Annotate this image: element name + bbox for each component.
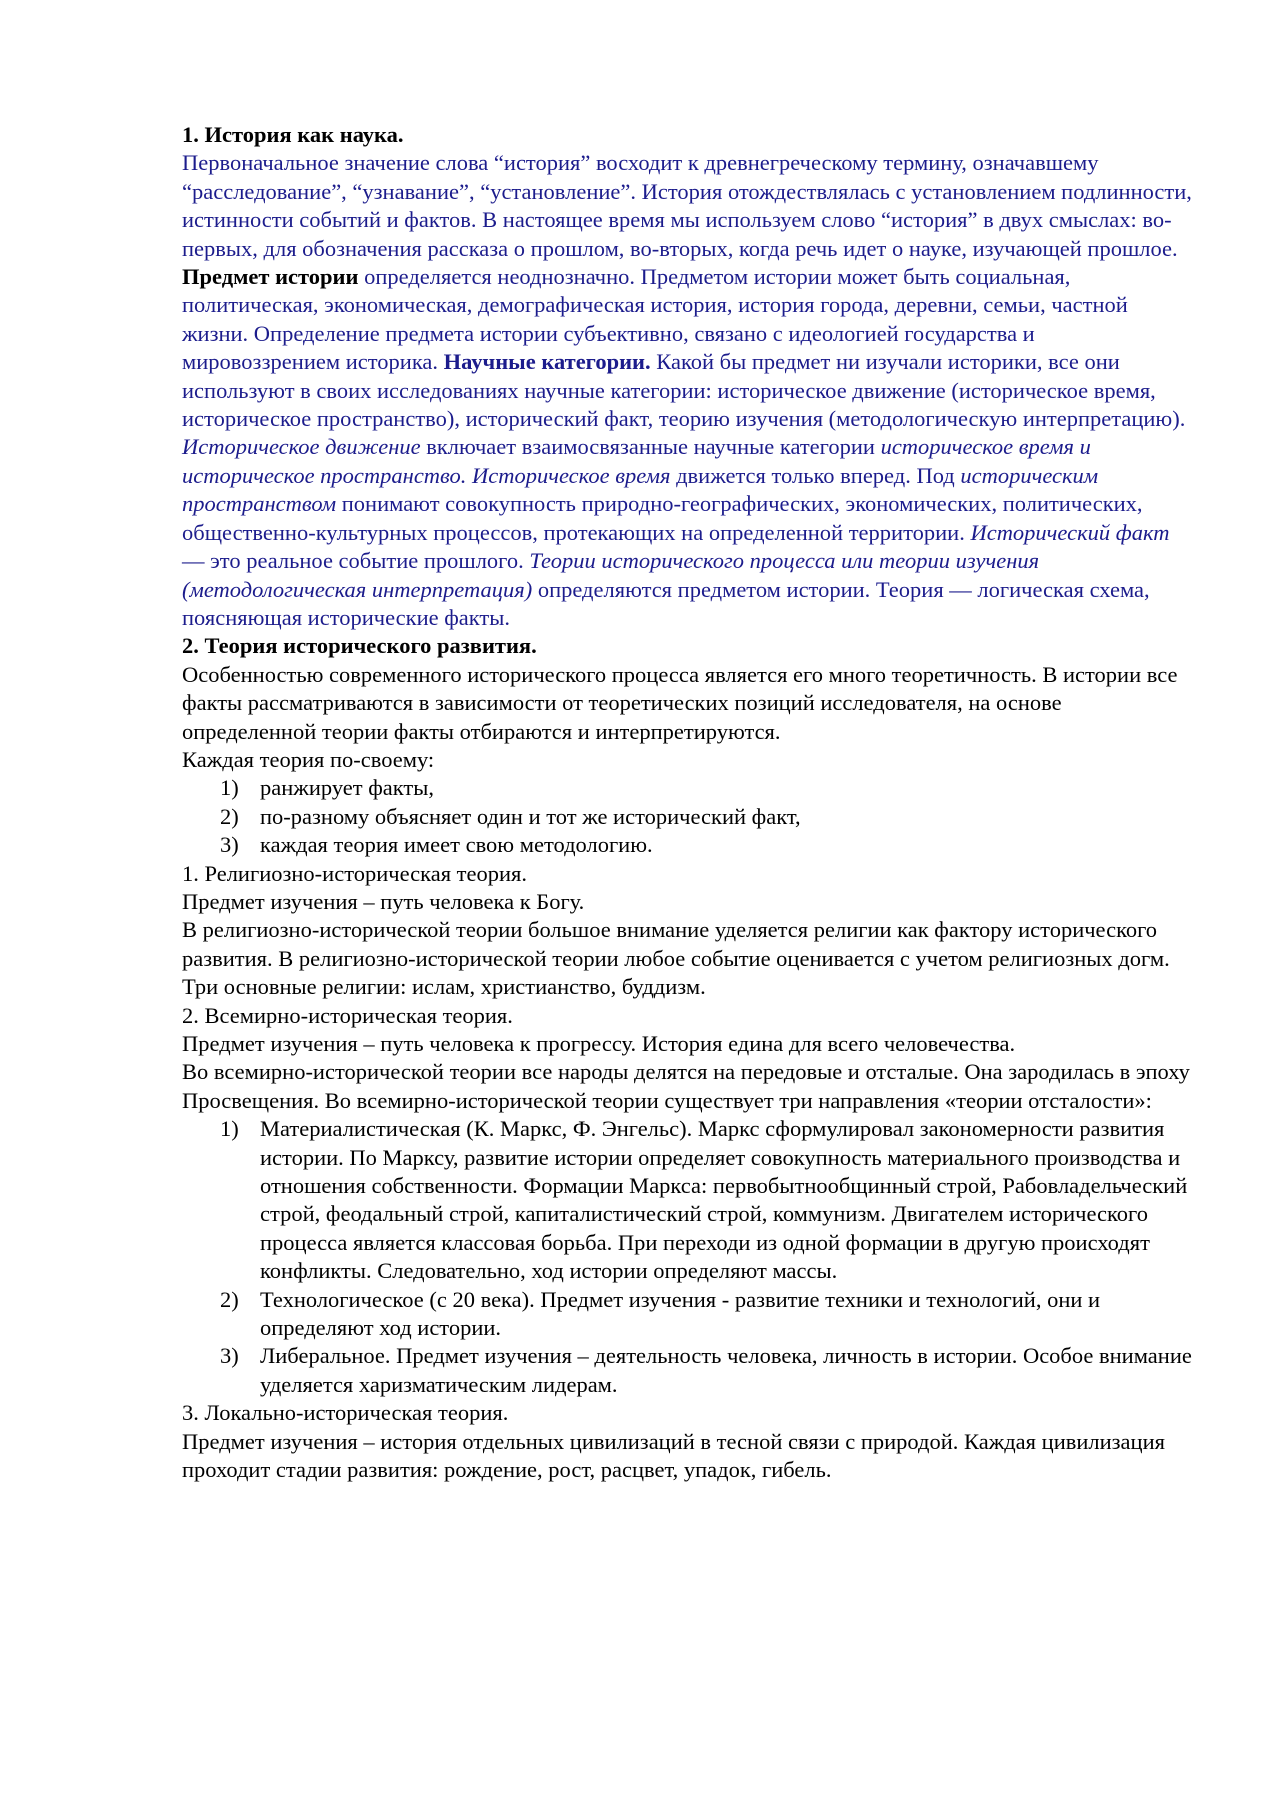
section2-intro: Особенностью современного исторического процесса является его много теоретичность. В истории все факты рассматриваются в зависимости от теоретических позиций исследователя, на основе определенной теории факты отбираются и интерпретируются. (182, 661, 1178, 744)
list-item: 2) Технологическое (с 20 века). Предмет изучения - развитие техники и технологий, они и определяют ход истории. (220, 1286, 1101, 1341)
section2-heading: 2. Теория исторического развития. (182, 633, 537, 659)
section1-heading: 1. История как наука. (182, 122, 404, 147)
religious-theory-text: В религиозно-исторической теории большое внимание уделяется религии как фактору исторического развития. В религиозно-исторической теории любое событие оценивается с учетом религиозных догм. (182, 917, 1170, 971)
list-item: 3) каждая теория имеет свою методологию. (220, 832, 653, 858)
list-item: 3) Либеральное. Предмет изучения – деятельность человека, личность в истории. Особое внимание уделяется харизматическим лидерам. (220, 1343, 1192, 1397)
world-theory-title: 2. Всемирно-историческая теория. (182, 1002, 513, 1028)
section1-paragraph1: Первоначальное значение слова “история” восходит к древнегреческому термину, означавшему “расследование”, “узнавание”, “установление”. История отождествлялась с установлением подлинности, истинности событий и фактов. В настоящее время мы используем слово “история” в двух смыслах: во-первых, для обозначения рассказа о прошлом, во-вторых, когда речь идет о науке, изучающей прошлое. Предмет истории определяется неоднозначно. Предметом истории может быть социальная, политическая, экономическая, демографическая история, история города, деревни, семьи, частной жизни. Определение предмета истории субъективно, связано с идеологией государства и мировоззрением историка. Научные категории. Какой бы предмет ни изучали историки, все они используют в своих исследованиях научные категории: историческое движение (историческое время, историческое пространство), исторический факт, теорию изучения (методологическую интерпретацию). (182, 150, 1192, 432)
local-theory-title: 3. Локально-историческая теория. (182, 1400, 509, 1426)
list-item: 2) по-разному объясняет один и тот же исторический факт, (220, 803, 801, 829)
bold-term-subject: Предмет истории (182, 264, 359, 290)
world-theory-text: Во всемирно-исторической теории все народы делятся на передовые и отсталые. Она зародилась в эпоху Просвещения. Во всемирно-исторической теории существует три направления «теории отсталости»: (182, 1059, 1190, 1113)
religious-theory-subject: Предмет изучения – путь человека к Богу. (182, 888, 585, 914)
list-item: 1) Материалистическая (К. Маркс, Ф. Энгельс). Маркс сформулировал закономерности развития истории. По Марксу, развитие истории определяет совокупность материального производства и отношения собственности. Формации Маркса: первобытнообщинный строй, Рабовладельческий строй, феодальный строй, капиталистический строй, коммунизм. Двигателем исторического процесса является классовая борьба. При переходи из одной формации в другую происходят конфликты. Следовательно, ход истории определяют массы. (220, 1116, 1188, 1284)
world-theory-subject: Предмет изучения – путь человека к прогрессу. История едина для всего человечества. (182, 1031, 1016, 1056)
document-page (182, 121, 1192, 1485)
section1-paragraph2: Историческое движение включает взаимосвязанные научные категории историческое время и историческое пространство. Историческое время движется только вперед. Под историческим пространством понимают совокупность природно-географических, экономических, политических, общественно-культурных процессов, протекающих на определенной территории. Исторический факт — это реальное событие прошлого. Теории исторического процесса или теории изучения (методологическая интерпретация) определяются предметом истории. Теория — логическая схема, поясняющая исторические факты. (182, 434, 1170, 630)
list-item: 1) ранжирует факты, (220, 775, 434, 801)
bold-term-categories: Научные категории. (443, 349, 651, 375)
religions-line: Три основные религии: ислам, христианство, буддизм. (182, 974, 706, 1000)
theory-features-list (182, 774, 1192, 859)
backwardness-directions-list (182, 1115, 1192, 1399)
each-theory-line: Каждая теория по-своему: (182, 746, 435, 772)
religious-theory-title: 1. Религиозно-историческая теория. (182, 860, 528, 886)
local-theory-text: Предмет изучения – история отдельных цивилизаций в тесной связи с природой. Каждая цивилизация проходит стадии развития: рождение, рост, расцвет, упадок, гибель. (182, 1428, 1165, 1483)
